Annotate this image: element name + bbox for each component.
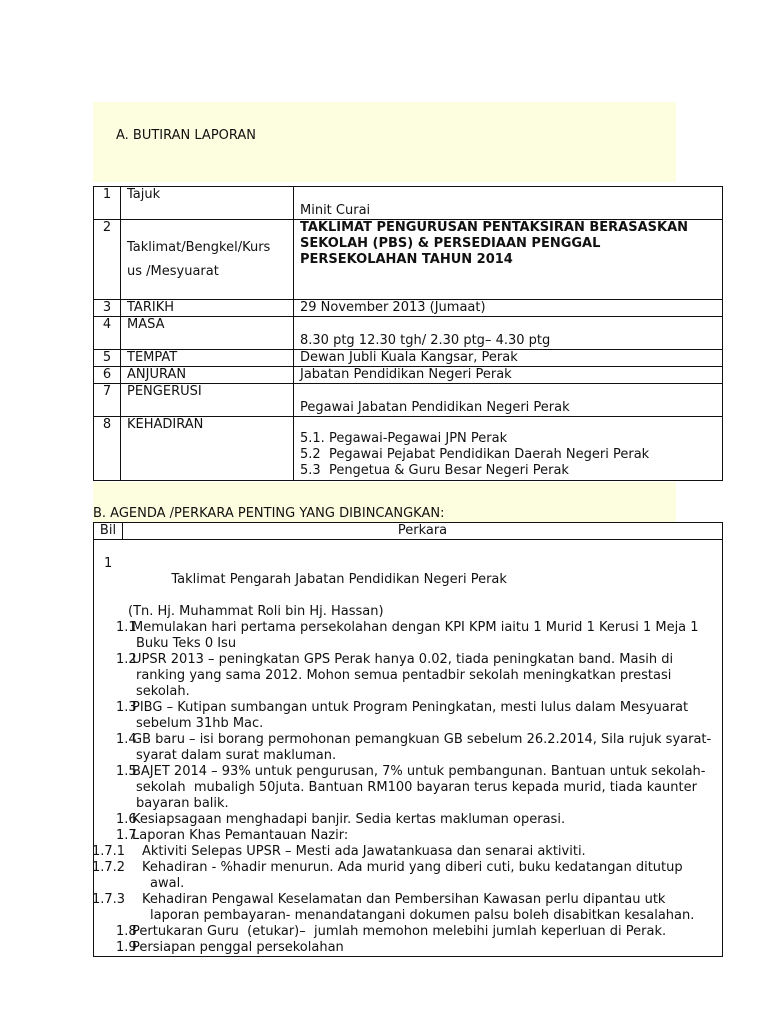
row-number: 3 bbox=[94, 300, 121, 317]
row-number: 6 bbox=[94, 367, 121, 384]
attendance-line: 5.3 Pengetua & Guru Besar Negeri Perak bbox=[300, 463, 569, 478]
table-row bbox=[94, 300, 723, 317]
row-value: Minit Curai bbox=[294, 187, 723, 220]
table-row bbox=[94, 317, 723, 350]
agenda-main-title: 1 Taklimat Pengarah Jabatan Pendidikan Negeri Perak bbox=[104, 556, 507, 587]
section-b-title: B. AGENDA /PERKARA PENTING YANG DIBINCANGKAN: bbox=[93, 506, 445, 521]
agenda-item: 1.3 PIBG – Kutipan sumbangan untuk Program Peningkatan, mesti lulus dalam Mesyuarat sebelum 31hb Mac. bbox=[116, 700, 697, 731]
row-value: TAKLIMAT PENGURUSAN PENTAKSIRAN BERASASKAN SEKOLAH (PBS) & PERSEDIAAN PENGGAL PERSEKOLAHAN TAHUN 2014 bbox=[294, 220, 723, 300]
agenda-table bbox=[93, 522, 723, 957]
row-value: 29 November 2013 (Jumaat) bbox=[294, 300, 723, 317]
agenda-item: 1.1 Memulakan hari pertama persekolahan dengan KPI KPM iaitu 1 Murid 1 Kerusi 1 Meja 1 Buku Teks 0 Isu bbox=[116, 620, 703, 651]
row-label: Tajuk bbox=[121, 187, 294, 220]
table-row bbox=[94, 350, 723, 367]
agenda-item: 1.2 UPSR 2013 – peningkatan GPS Perak hanya 0.02, tiada peningkatan band. Masih di ranking yang sama 2012. Mohon semua pentadbir sekolah meningkatkan prestasi sekolah. bbox=[116, 652, 678, 699]
agenda-bil: 1 bbox=[104, 556, 113, 571]
agenda-item: 1.5 BAJET 2014 – 93% untuk pengurusan, 7% untuk pembangunan. Bantuan untuk sekolah-sekolah mubaligh 50juta. Bantuan RM100 bayaran terus kepada murid, tiada kaunter bayaran balik. bbox=[116, 764, 706, 811]
row-label: ANJURAN bbox=[121, 367, 294, 384]
table-row bbox=[94, 367, 723, 384]
agenda-item: 1.8 Pertukaran Guru (etukar)– jumlah memohon melebihi jumlah keperluan di Perak. bbox=[116, 924, 667, 939]
agenda-item: 1.6 Kesiapsagaan menghadapi banjir. Sedia kertas makluman operasi. bbox=[116, 812, 566, 827]
row-number: 4 bbox=[94, 317, 121, 350]
table-row bbox=[94, 540, 723, 957]
table-row bbox=[94, 220, 723, 300]
row-number: 5 bbox=[94, 350, 121, 367]
agenda-main-sub: (Tn. Hj. Muhammat Roli bin Hj. Hassan) bbox=[128, 604, 384, 619]
attendance-line: 5.2 Pegawai Pejabat Pendidikan Daerah Negeri Perak bbox=[300, 447, 650, 462]
details-table bbox=[93, 186, 723, 481]
table-row bbox=[94, 384, 723, 417]
row-number: 2 bbox=[94, 220, 121, 300]
agenda-subitem: 1.7.2 Kehadiran - %hadir menurun. Ada murid yang diberi cuti, buku kedatangan ditutup awal. bbox=[92, 860, 687, 891]
row-number: 7 bbox=[94, 384, 121, 417]
agenda-subitem: 1.7.1 Aktiviti Selepas UPSR – Mesti ada Jawatankuasa dan senarai aktiviti. bbox=[92, 844, 586, 859]
header-bil: Bil bbox=[94, 523, 123, 540]
row-label: MASA bbox=[121, 317, 294, 350]
row-label: TEMPAT bbox=[121, 350, 294, 367]
row-number: 1 bbox=[94, 187, 121, 220]
table-row bbox=[94, 187, 723, 220]
row-value: Pegawai Jabatan Pendidikan Negeri Perak bbox=[294, 384, 723, 417]
row-value bbox=[294, 417, 723, 481]
attendance-line: 5.1. Pegawai-Pegawai JPN Perak bbox=[300, 431, 508, 446]
header-perkara: Perkara bbox=[123, 523, 723, 540]
agenda-item: 1.4 GB baru – isi borang permohonan pemangkuan GB sebelum 26.2.2014, Sila rujuk syarat-syarat dalam surat makluman. bbox=[116, 732, 712, 763]
agenda-item: 1.9 Persiapan penggal persekolahan bbox=[116, 940, 344, 955]
agenda-body bbox=[94, 540, 723, 957]
agenda-subitem: 1.7.3 Kehadiran Pengawal Keselamatan dan Pembersihan Kawasan perlu dipantau utk laporan pembayaran- menandatangani dokumen palsu boleh disabitkan kesalahan. bbox=[92, 892, 695, 923]
row-value: Dewan Jubli Kuala Kangsar, Perak bbox=[294, 350, 723, 367]
row-label: PENGERUSI bbox=[121, 384, 294, 417]
row-number: 8 bbox=[94, 417, 121, 481]
row-label: TARIKH bbox=[121, 300, 294, 317]
row-label: KEHADIRAN bbox=[121, 417, 294, 481]
row-label: Taklimat/Bengkel/Kurs us /Mesyuarat bbox=[121, 220, 294, 300]
row-value: 8.30 ptg 12.30 tgh/ 2.30 ptg– 4.30 ptg bbox=[294, 317, 723, 350]
section-a-title: A. BUTIRAN LAPORAN bbox=[116, 128, 257, 143]
row-value: Jabatan Pendidikan Negeri Perak bbox=[294, 367, 723, 384]
table-header-row bbox=[94, 523, 723, 540]
table-row bbox=[94, 417, 723, 481]
agenda-item: 1.7 Laporan Khas Pemantauan Nazir: bbox=[116, 828, 349, 843]
